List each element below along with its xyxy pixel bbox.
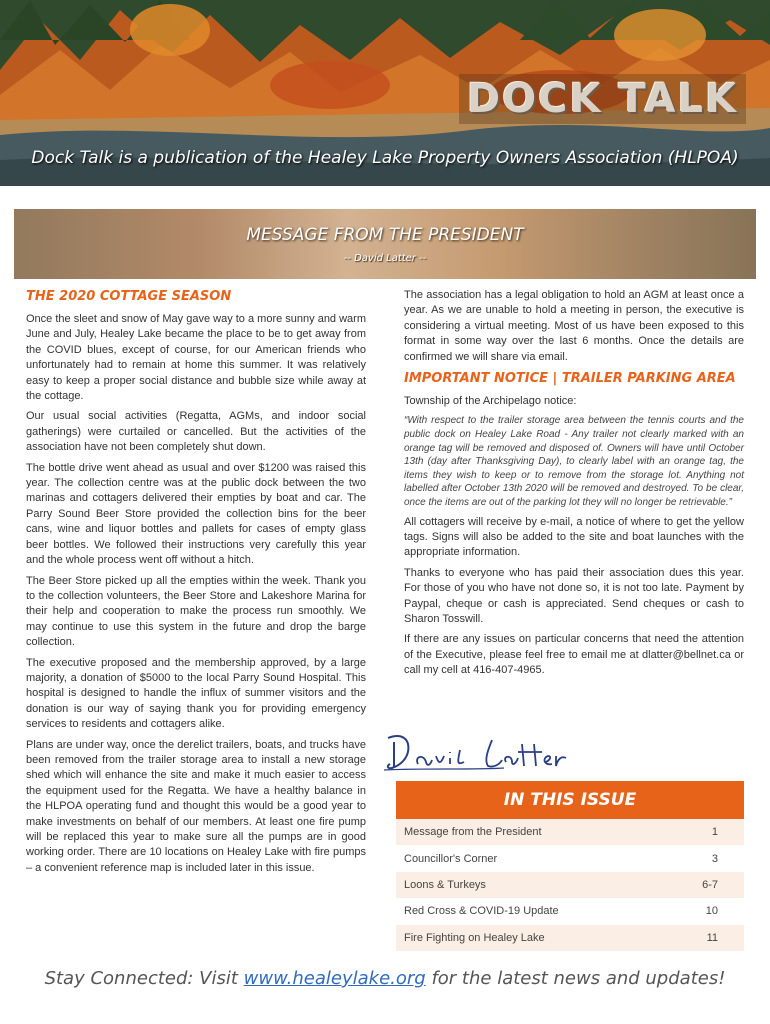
paragraph: If there are any issues on particular concerns that need the attention of the Executive, please feel free to email me at dlatter@bellnet.ca or call my cell at 416-407-4965. (404, 633, 744, 677)
toc-page: 3 (711, 852, 718, 865)
toc-page: 10 (705, 905, 718, 918)
paragraph: The bottle drive went ahead as usual and over $1200 was raised this year. The collection centre was at the public dock between the two marinas and cottagers delivered their empties by boat and car. The Parry Sound Beer Store provided the collection bins for the beer cans, wine and liquor bottles and pallets for cases of empty glass beer bottles. We followed their instructions very carefully this year and the whole process went off without a hitch. (26, 461, 366, 567)
website-link[interactable]: www.healeylake.org (243, 968, 426, 989)
footer (0, 968, 770, 989)
left-column (26, 288, 366, 881)
footer-text-before: Stay Connected: Visit (44, 968, 244, 989)
toc-page: 11 (706, 931, 718, 944)
toc-title: Message from the President (404, 826, 542, 839)
toc-row[interactable] (396, 819, 744, 845)
message-title: MESSAGE FROM THE PRESIDENT (246, 225, 524, 245)
toc-title: Loons & Turkeys (404, 878, 486, 891)
toc-row[interactable] (396, 925, 744, 951)
paragraph: The Beer Store picked up all the empties within the week. Thank you to the collection volunteers, the Beer Store and Lakeshore Marina for their help and cooperation to make the process run smoothly. We may continue to use this system in the future and drop the barge collection. (26, 574, 366, 649)
toc-page: 1 (711, 826, 718, 839)
in-this-issue-box (396, 781, 744, 951)
header-banner (0, 0, 770, 186)
notice-quote: “With respect to the trailer storage area between the tennis courts and the public dock on Healey Lake Road - Any trailer not clearly marked with an orange tag will be removed and disposed of. Owners will have until October 13th (day after Thanksgiving Day), to clearly label with an orange tag, the items they wish to keep or to remove from the storage lot. Anything not labelled after October 13th 2020 will be removed and destroyed. To be clear, once the items are out of the parking lot they will no longer be retrievable.” (404, 415, 744, 508)
notice-source: Township of the Archipelago notice: (404, 395, 577, 408)
brand-logo (459, 74, 746, 124)
brand-title: DOCK TALK (466, 76, 738, 122)
paragraph: Thanks to everyone who has paid their association dues this year. For those of you who have not done so, it is not too late. Payment by Paypal, cheque or cash is appreciated. Send cheques or cash to Sharon Tosswill. (404, 566, 744, 626)
signature-image (384, 730, 584, 774)
right-column (404, 288, 744, 684)
paragraph: Plans are under way, once the derelict trailers, boats, and trucks have been removed from the trailer storage area to install a new storage shed which will enhance the site and make it much easier to access the equipment used for the Regatta. We have a healthy balance in the HLPOA operating fund and thought this would be a good year to make investments on behalf of our members. At least one fire pump will be replaced this year to make sure all the pumps are in good working order. There are 10 locations on Healey Lake with fire pumps – a convenient reference map is included later in this issue. (26, 738, 366, 874)
toc-row[interactable] (396, 845, 744, 871)
toc-title: Councillor's Corner (404, 852, 498, 865)
notice-heading: IMPORTANT NOTICE | TRAILER PARKING AREA (404, 371, 736, 387)
in-this-issue-title: IN THIS ISSUE (503, 790, 637, 810)
toc-title: Fire Fighting on Healey Lake (404, 931, 545, 944)
in-this-issue-header (396, 781, 744, 819)
paragraph: All cottagers will receive by e-mail, a notice of where to get the yellow tags. Signs will also be added to the site and boat launches with the appropriate information. (404, 515, 744, 559)
paragraph: Once the sleet and snow of May gave way to a more sunny and warm June and July, Healey Lake became the place to be to get away from the COVID blues, except of course, for our American friends who unfortunately had to remain at home this summer. It was relatively easy to keep a proper social distance and bubble size while away at the cottage. (26, 313, 366, 403)
message-author: -- David Latter -- (343, 253, 427, 264)
cottage-season-heading: THE 2020 COTTAGE SEASON (26, 289, 232, 304)
toc-title: Red Cross & COVID-19 Update (404, 905, 559, 918)
message-banner (14, 209, 756, 279)
footer-text-after: for the latest news and updates! (425, 968, 726, 989)
toc-row[interactable] (396, 872, 744, 898)
paragraph: The executive proposed and the membership approved, by a large majority, a donation of $5000 to the local Parry Sound Hospital. This hospital is designed to handle the influx of summer visitors and the donation is our way of saying thank you for providing emergency services to residents and cottagers alike. (26, 656, 366, 731)
agm-paragraph: The association has a legal obligation to hold an AGM at least once a year. As we are unable to hold a meeting in person, the executive is considering a virtual meeting. Most of us have been exposed to this format in some way over the last 6 months. Once the details are confirmed we will share via email. (404, 289, 744, 363)
tagline: Dock Talk is a publication of the Healey Lake Property Owners Association (HLPOA) (31, 148, 739, 168)
toc-page: 6-7 (702, 878, 718, 891)
paragraph: Our usual social activities (Regatta, AGMs, and indoor social gatherings) were curtailed or cancelled. But the activities of the association have not been completely shut down. (26, 410, 366, 454)
toc-row[interactable] (396, 898, 744, 924)
